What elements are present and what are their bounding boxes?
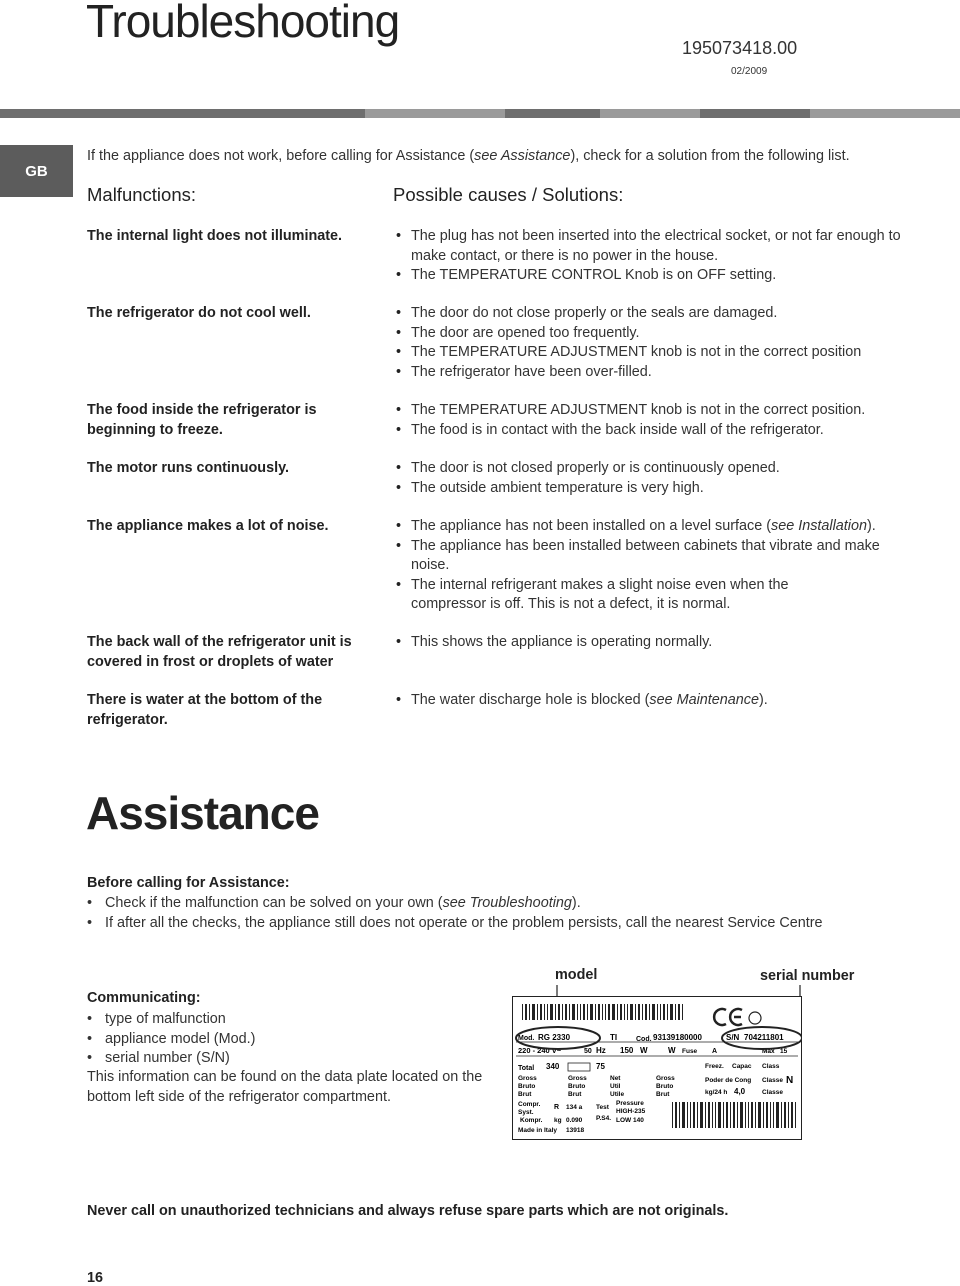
communicating-info: This information can be found on the data plate located on the bottom left side of the refrigerator compartment. — [87, 1069, 483, 1105]
plate-mod-label: Mod. — [518, 1035, 535, 1042]
issue-noise: The appliance makes a lot of noise. — [87, 518, 329, 534]
plate-class: Class — [762, 1063, 780, 1070]
plate-bruto: Bruto — [518, 1083, 536, 1090]
plate-sn-label: S/N — [726, 1033, 740, 1042]
issue-cooling: The refrigerator do not cool well. — [87, 305, 311, 321]
plate-gross2: Gross — [568, 1075, 587, 1082]
plate-w2: W — [668, 1046, 676, 1055]
list-item: • If after all the checks, the appliance still does not operate or the problem persists, call the nearest Service Centre — [87, 914, 823, 934]
plate-cod-value: 93139180000 — [653, 1033, 702, 1042]
plate-fuse: Fuse — [682, 1048, 698, 1055]
plate-capac: Capac — [732, 1063, 752, 1070]
cause-item: • The door do not close properly or the seals are damaged. — [396, 304, 916, 324]
plate-kg-value: 0.090 — [566, 1117, 583, 1124]
plate-gross3: Gross — [656, 1075, 675, 1082]
plate-kg24: kg/24 h — [705, 1089, 728, 1096]
plate-net-value: 75 — [596, 1062, 605, 1071]
warning-text: Never call on unauthorized technicians and always refuse spare parts which are not originals. — [87, 1203, 729, 1219]
plate-w: W — [640, 1046, 648, 1055]
plate-max: Max — [762, 1048, 775, 1055]
plate-brut: Brut — [518, 1091, 532, 1098]
plate-r: R — [554, 1104, 560, 1111]
plate-made-code: 13918 — [566, 1127, 585, 1134]
cause-item: • The internal refrigerant makes a slight noise even when the compressor is off. This is not a defect, it is normal. — [396, 576, 841, 615]
list-item: • appliance model (Mod.) — [87, 1030, 255, 1050]
plate-bruto2: Bruto — [568, 1083, 586, 1090]
plate-syst: Syst. — [518, 1109, 534, 1116]
plate-gross: Gross — [518, 1075, 537, 1082]
plate-model-value: RG 2330 — [538, 1033, 571, 1042]
cause-item: • The plug has not been inserted into the electrical socket, or not far enough to make contact, or there is no power in the house. — [396, 227, 916, 266]
plate-max-value: 15 — [780, 1048, 788, 1055]
cause-item: • The outside ambient temperature is very high. — [396, 479, 916, 499]
serial-callout-label: serial number — [760, 968, 855, 984]
bottom-barcode — [672, 1102, 796, 1128]
plate-a: A — [712, 1048, 718, 1055]
data-plate — [512, 996, 802, 1140]
plate-sn-value: 704211801 — [744, 1033, 784, 1042]
plate-pressure: Pressure — [616, 1100, 644, 1107]
cause-item: • The appliance has been installed between cabinets that vibrate and make noise. — [396, 537, 881, 576]
assistance-title: Assistance — [86, 787, 319, 839]
plate-brut3: Brut — [656, 1091, 670, 1098]
plate-high: HIGH-235 — [616, 1108, 646, 1115]
plate-compr: Compr. — [518, 1101, 541, 1108]
plate-classe: Classe — [762, 1089, 783, 1096]
plate-watt: 150 — [620, 1046, 634, 1055]
list-item: • serial number (S/N) — [87, 1049, 255, 1069]
plate-hz-value: 50 — [584, 1048, 592, 1055]
cause-item: • The refrigerator have been over-filled. — [396, 363, 916, 383]
communicating-heading: Communicating: — [87, 990, 201, 1006]
page-title: Troubleshooting — [86, 0, 400, 47]
cause-item: • The water discharge hole is blocked (see Maintenance). — [396, 691, 916, 711]
plate-class-value: N — [786, 1075, 794, 1086]
page-number: 16 — [87, 1270, 104, 1286]
causes-heading: Possible causes / Solutions: — [393, 184, 624, 205]
plate-poder: Poder de Cong — [705, 1077, 752, 1084]
cause-item: • The door are opened too frequently. — [396, 324, 916, 344]
model-callout-label: model — [555, 967, 598, 983]
issue-motor: The motor runs continuously. — [87, 460, 290, 476]
plate-total: Total — [518, 1065, 535, 1072]
list-item: • type of malfunction — [87, 1010, 255, 1030]
cause-item: • The appliance has not been installed on a level surface (see Installation). — [396, 517, 896, 537]
before-calling-heading: Before calling for Assistance: — [87, 875, 290, 891]
plate-utile: Utile — [610, 1091, 625, 1098]
plate-cod-label: Cod. — [636, 1036, 652, 1043]
list-item: • Check if the malfunction can be solved on your own (see Troubleshooting). — [87, 894, 823, 914]
plate-brut2: Brut — [568, 1091, 582, 1098]
cause-item: • The TEMPERATURE CONTROL Knob is on OFF setting. — [396, 266, 916, 286]
plate-bruto3: Bruto — [656, 1083, 674, 1090]
plate-freez: Freez. — [705, 1063, 724, 1070]
cause-item: • The door is not closed properly or is continuously opened. — [396, 459, 916, 479]
language-tab: GB — [0, 145, 73, 197]
cause-item: • This shows the appliance is operating normally. — [396, 633, 916, 653]
issue-light: The internal light does not illuminate. — [87, 228, 343, 244]
cause-item: • The TEMPERATURE ADJUSTMENT knob is not in the correct position — [396, 343, 916, 363]
plate-ps: P.S4. — [596, 1115, 612, 1122]
plate-util: Util — [610, 1083, 621, 1090]
document-number: 195073418.00 — [682, 38, 798, 58]
plate-refrigerant: 134 a — [566, 1104, 583, 1111]
cause-item: • The TEMPERATURE ADJUSTMENT knob is not in the correct position. — [396, 401, 916, 421]
plate-made-in: Made in Italy — [518, 1127, 558, 1134]
issue-frost: The back wall of the refrigerator unit is covered in frost or droplets of water — [87, 634, 352, 670]
issue-freezing: The food inside the refrigerator is beginning to freeze. — [87, 402, 317, 438]
plate-test: Test — [596, 1104, 609, 1111]
document-date: 02/2009 — [731, 66, 768, 77]
intro-link: see Assistance — [474, 148, 571, 164]
plate-kg24-value: 4,0 — [734, 1087, 746, 1096]
plate-kompr: Kompr. — [520, 1117, 543, 1124]
plate-total-value: 340 — [546, 1062, 560, 1071]
plate-ti: TI — [610, 1033, 618, 1042]
plate-kg: kg — [554, 1117, 562, 1124]
cause-item: • The food is in contact with the back inside wall of the refrigerator. — [396, 421, 916, 441]
plate-voltage: 220 - 240 V~ — [518, 1046, 562, 1055]
malfunctions-heading: Malfunctions: — [87, 184, 196, 205]
intro-text: If the appliance does not work, before calling for Assistance (see Assistance), check for a solution from the following list. — [87, 148, 850, 164]
plate-hz: Hz — [596, 1046, 606, 1055]
plate-net: Net — [610, 1075, 621, 1082]
plate-classe-n: Classe — [762, 1077, 783, 1084]
issue-water: There is water at the bottom of the refrigerator. — [87, 692, 323, 728]
plate-low: LOW 140 — [616, 1117, 644, 1124]
